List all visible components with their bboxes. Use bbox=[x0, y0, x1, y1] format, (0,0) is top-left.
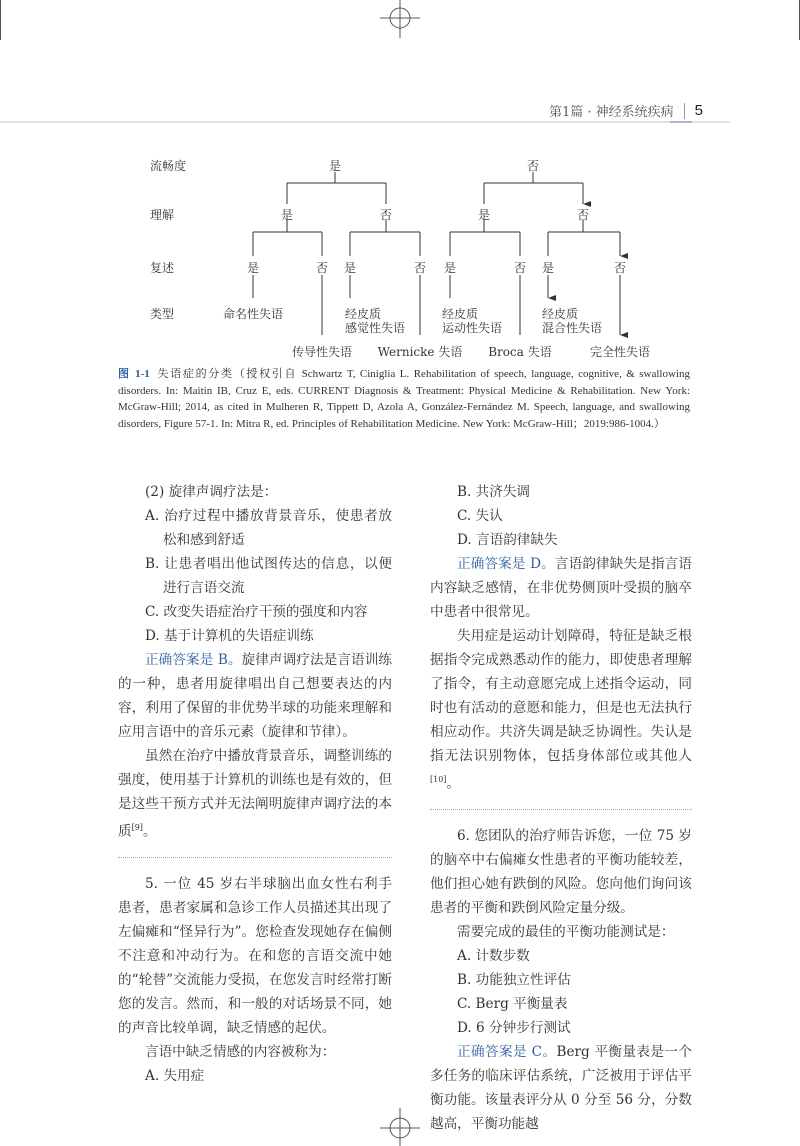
registration-mark-bottom bbox=[380, 1106, 420, 1146]
node-yes: 是 bbox=[328, 159, 342, 173]
answer-paragraph bbox=[430, 552, 692, 624]
node-yes: 是 bbox=[343, 261, 357, 275]
aphasia-classification-diagram bbox=[0, 140, 800, 365]
answer-explanation: 旋律声调疗法是言语训练的一种，患者用旋律唱出自己想要表达的内容，利用了保留的非优势半球的功能来理解和应用言语中的音乐元素（旋律和节律）。 bbox=[118, 652, 393, 740]
question-5-prompt: 言语中缺乏情感的内容被称为： bbox=[145, 1043, 336, 1060]
type-wernicke-aphasia: Wernicke 失语 bbox=[377, 345, 463, 359]
type-global-aphasia: 完全性失语 bbox=[589, 345, 651, 359]
correct-answer: 正确答案是 C。 bbox=[457, 1043, 557, 1060]
page-number: 5 bbox=[694, 102, 703, 119]
node-no: 否 bbox=[613, 261, 627, 275]
option-d: D. 基于计算机的失语症训练 bbox=[145, 628, 314, 644]
type-broca-aphasia: Broca 失语 bbox=[488, 345, 552, 359]
option-b: B. 让患者唱出他试图传达的信息，以便进行言语交流 bbox=[145, 556, 392, 596]
type-conduction-aphasia: 传导性失语 bbox=[291, 345, 353, 359]
correct-answer: 正确答案是 D。 bbox=[457, 556, 555, 572]
row-label-comprehension: 理解 bbox=[150, 208, 175, 222]
dotted-divider bbox=[118, 857, 392, 858]
question-6-prompt: 需要完成的最佳的平衡功能测试是： bbox=[457, 923, 675, 940]
option-c: C. 失认 bbox=[457, 508, 503, 524]
node-no: 否 bbox=[379, 208, 393, 222]
explanation-paragraph: 失用症是运动计划障碍，特征是缺乏根据指令完成熟悉动作的能力，即使患者理解了指令，有主动意愿完成上述指令运动，同时也有活动的意愿和能力，但是也无法执行相应动作。共济失调是缺乏协调性。失认是指无法识别物体，包括身体部位或其他人[10]。 bbox=[430, 628, 692, 792]
type-transcortical-sensory-1: 经皮质 bbox=[345, 307, 382, 321]
option-a: A. 计数步数 bbox=[457, 947, 530, 964]
explanation-paragraph: 虽然在治疗中播放背景音乐，调整训练的强度，使用基于计算机的训练也是有效的，但是这些干预方式并无法阐明旋律声调疗法的本质[9]。 bbox=[118, 748, 392, 840]
option-a: A. 治疗过程中播放背景音乐，使患者放松和感到舒适 bbox=[145, 508, 392, 548]
header-rule bbox=[0, 121, 730, 123]
running-header bbox=[549, 101, 703, 120]
explanation-text: 失用症是运动计划障碍，特征是缺乏根据指令完成熟悉动作的能力，即使患者理解了指令，有主动意愿完成上述指令运动，同时也有活动的意愿和能力，但是也无法执行相应动作。共济失调是缺乏协调性。失认是指无法识别物体，包括身体部位或其他人 bbox=[430, 628, 692, 764]
option-c: C. Berg 平衡量表 bbox=[457, 995, 568, 1012]
registration-mark-top bbox=[380, 0, 420, 40]
option-c: C. 改变失语症治疗干预的强度和内容 bbox=[145, 604, 368, 620]
header-rule-accent bbox=[670, 121, 692, 123]
node-no: 否 bbox=[513, 261, 527, 275]
left-column bbox=[118, 480, 392, 1088]
question-5: 5. 一位 45 岁右半球脑出血女性右利手患者，患者家属和急诊工作人员描述其出现了左偏瘫和“怪异行为”。您检查发现她存在偏侧不注意和冲动行为。在和您的言语交流中她的“轮替”交流能力受损，在您发言时经常打断您的发言。然而，和一般的对话场景不同，她的声音比较单调，缺乏情感的起伏。 bbox=[118, 875, 392, 1036]
node-yes: 是 bbox=[280, 208, 294, 222]
node-yes: 是 bbox=[477, 208, 491, 222]
caption-text: 失语症的分类（授权引自 Schwartz T, Ciniglia L. Rehabilitation of speech, language, cognitive, & swallowing disorders. In: Maitin IB, Cruz E, eds. CURRENT Diagnosis & Treatment: Physical Medicine & Rehabilitation. New York: McGraw-Hill; 2014, as cited in Mulheren R, Tippett D, Azola A, González-Fernández M. Speech, language, and swallowing disorders, Figure 57-1. In: Mitra R, ed. Principles of Rehabilitation Medicine. New York: McGraw-Hill；2019:986-1004.） bbox=[118, 368, 690, 430]
reference: [10] bbox=[430, 775, 447, 784]
type-naming-aphasia: 命名性失语 bbox=[222, 307, 284, 321]
option-b: B. 共济失调 bbox=[457, 484, 531, 500]
type-transcortical-motor-1: 经皮质 bbox=[442, 307, 479, 321]
node-yes: 是 bbox=[443, 261, 457, 275]
node-no: 否 bbox=[315, 261, 329, 275]
type-transcortical-mixed-2: 混合性失语 bbox=[542, 321, 603, 335]
node-no: 否 bbox=[413, 261, 427, 275]
answer-paragraph bbox=[118, 648, 392, 744]
answer-explanation: 言语韵律缺失是指言语内容缺乏感情，在非优势侧顶叶受损的脑卒中患者中很常见。 bbox=[430, 556, 692, 620]
answer-explanation: Berg 平衡量表是一个多任务的临床评估系统，广泛被用于评估平衡功能。该量表评分从 0 分至 56 分，分数越高，平衡功能越 bbox=[430, 1043, 692, 1132]
type-transcortical-mixed-1: 经皮质 bbox=[542, 307, 579, 321]
row-label-fluency: 流畅度 bbox=[150, 159, 187, 173]
node-yes: 是 bbox=[541, 261, 555, 275]
option-a: A. 失用症 bbox=[145, 1067, 205, 1084]
reference: [9] bbox=[131, 823, 143, 832]
option-d: D. 6 分钟步行测试 bbox=[457, 1019, 571, 1036]
dotted-divider bbox=[430, 809, 692, 810]
figure-caption bbox=[118, 366, 690, 432]
type-transcortical-sensory-2: 感觉性失语 bbox=[345, 321, 406, 335]
row-label-repetition: 复述 bbox=[150, 261, 175, 275]
section-title: 第1篇 · 神经系统疾病 bbox=[548, 105, 674, 120]
option-d: D. 言语韵律缺失 bbox=[457, 532, 558, 548]
correct-answer: 正确答案是 B。 bbox=[145, 652, 242, 668]
option-b: B. 功能独立性评估 bbox=[457, 971, 571, 988]
figure-number: 图 1-1 bbox=[118, 368, 150, 380]
question-6: 6. 您团队的治疗师告诉您，一位 75 岁的脑卒中右偏瘫女性患者的平衡功能较差，他们担心她有跌倒的风险。您向他们询问该患者的平衡和跌倒风险定量分级。 bbox=[430, 827, 692, 916]
crop-mark bbox=[0, 0, 1, 40]
answer-paragraph bbox=[430, 1040, 692, 1136]
question-2: (2) 旋律声调疗法是： bbox=[145, 484, 278, 500]
node-no: 否 bbox=[576, 208, 590, 222]
row-label-type: 类型 bbox=[150, 307, 175, 321]
node-no: 否 bbox=[526, 159, 540, 173]
header-divider bbox=[684, 103, 685, 119]
explanation-text: 虽然在治疗中播放背景音乐，调整训练的强度，使用基于计算机的训练也是有效的，但是这些干预方式并无法阐明旋律声调疗法的本质 bbox=[118, 748, 392, 840]
type-transcortical-motor-2: 运动性失语 bbox=[442, 321, 503, 335]
node-yes: 是 bbox=[246, 261, 260, 275]
right-column bbox=[430, 480, 692, 1136]
